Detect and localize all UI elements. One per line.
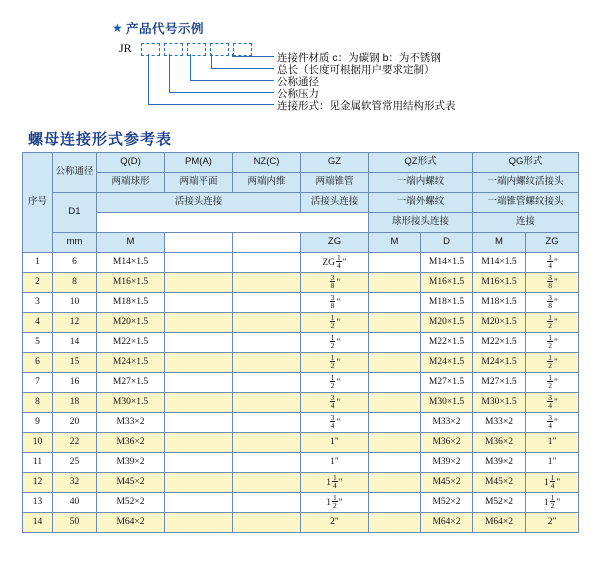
- cell-q: M39×2: [97, 453, 165, 473]
- col-header-qz-code: QZ形式: [369, 153, 473, 173]
- leader-line-v2: [211, 54, 212, 68]
- cell-gz: $\frac{3}{8}$ ": [301, 293, 369, 313]
- code-box-4: [210, 43, 229, 56]
- cell-qz-d: M64×2: [421, 513, 473, 533]
- cell-q: M45×2: [97, 473, 165, 493]
- cell-qz-m: [369, 493, 421, 513]
- cell-qg-m: M14×1.5: [473, 253, 526, 273]
- cell-gz: 1 $\frac{1}{2}$ ": [301, 493, 369, 513]
- cell-nz: [233, 293, 301, 313]
- cell-qz-m: [369, 373, 421, 393]
- cell-nz: [233, 473, 301, 493]
- header-row-codes: [23, 153, 579, 173]
- cell-qg-zg: $\frac{3}{8}$ ": [526, 293, 579, 313]
- cell-qg-zg: 2": [526, 513, 579, 533]
- legend-annotation-type: 连接形式：见金属软管常用结构形式表: [277, 100, 456, 112]
- cell-nz: [233, 393, 301, 413]
- cell-nz: [233, 433, 301, 453]
- table-head: [23, 153, 579, 253]
- cell-qg-zg: $\frac{1}{2}$ ": [526, 353, 579, 373]
- col-sub-qg-m: M: [473, 233, 526, 253]
- cell-qz-d: M30×1.5: [421, 393, 473, 413]
- table-row: [23, 253, 579, 273]
- cell-gz: 2": [301, 513, 369, 533]
- cell-qg-zg: $\frac{3}{8}$ ": [526, 273, 579, 293]
- leader-line-v4: [169, 54, 170, 92]
- cell-seq: 12: [23, 473, 53, 493]
- cell-qz-m: [369, 273, 421, 293]
- cell-qz-m: [369, 293, 421, 313]
- cell-dn: 22: [53, 433, 97, 453]
- table-row: [23, 313, 579, 333]
- table-row: [23, 353, 579, 373]
- cell-pm: [165, 333, 233, 353]
- col-desc-gz: 两端锥管: [301, 173, 369, 193]
- cell-seq: 2: [23, 273, 53, 293]
- cell-qg-m: M18×1.5: [473, 293, 526, 313]
- col-header-q-code: Q(D): [97, 153, 165, 173]
- cell-q: M52×2: [97, 493, 165, 513]
- cell-qg-m: M45×2: [473, 473, 526, 493]
- leader-line-h4: [169, 92, 274, 93]
- cell-pm: [165, 493, 233, 513]
- code-placeholder-boxes: [141, 43, 252, 56]
- cell-qg-m: M16×1.5: [473, 273, 526, 293]
- leader-line-h1: [232, 56, 274, 57]
- header-row-units: [23, 233, 579, 253]
- legend-annotation-material: 连接件材质 c：为碳钢 b：为不锈钢: [277, 52, 441, 64]
- cell-seq: 3: [23, 293, 53, 313]
- cell-gz: $\frac{3}{4}$ ": [301, 413, 369, 433]
- cell-nz: [233, 353, 301, 373]
- code-box-1: [141, 43, 160, 56]
- cell-seq: 5: [23, 333, 53, 353]
- cell-gz: $\frac{3}{8}$ ": [301, 273, 369, 293]
- cell-dn: 32: [53, 473, 97, 493]
- cell-q: M14×1.5: [97, 253, 165, 273]
- cell-qg-m: M33×2: [473, 413, 526, 433]
- cell-q: M30×1.5: [97, 393, 165, 413]
- cell-q: M22×1.5: [97, 333, 165, 353]
- header-row-desc2: [23, 193, 579, 213]
- product-code-example: [0, 0, 600, 120]
- cell-qz-m: [369, 433, 421, 453]
- legend-annotation-pressure: 公称压力: [277, 88, 319, 100]
- header-row-desc3: [23, 213, 579, 233]
- legend-annotation-length: 总长（长度可根据用户要求定制）: [277, 64, 435, 76]
- cell-qz-d: M14×1.5: [421, 253, 473, 273]
- cell-nz: [233, 273, 301, 293]
- cell-qz-d: M52×2: [421, 493, 473, 513]
- cell-dn: 16: [53, 373, 97, 393]
- cell-qz-m: [369, 513, 421, 533]
- cell-q: M16×1.5: [97, 273, 165, 293]
- cell-nz: [233, 513, 301, 533]
- cell-qg-zg: 1 $\frac{1}{2}$ ": [526, 493, 579, 513]
- leader-line-h2: [211, 68, 274, 69]
- cell-dn: 50: [53, 513, 97, 533]
- col-sub-gz: ZG: [301, 233, 369, 253]
- cell-seq: 11: [23, 453, 53, 473]
- table-row: [23, 493, 579, 513]
- cell-nz: [233, 453, 301, 473]
- cell-qz-m: [369, 313, 421, 333]
- cell-qg-m: M36×2: [473, 433, 526, 453]
- col-connect-qz: 球形接头连接: [369, 213, 473, 233]
- cell-nz: [233, 373, 301, 393]
- col-connect-gz: 活接头连接: [301, 193, 369, 213]
- cell-pm: [165, 393, 233, 413]
- cell-seq: 6: [23, 353, 53, 373]
- cell-pm: [165, 253, 233, 273]
- cell-qz-d: M22×1.5: [421, 333, 473, 353]
- cell-qz-d: M27×1.5: [421, 373, 473, 393]
- col-sub-qz-d: D: [421, 233, 473, 253]
- cell-dn: 12: [53, 313, 97, 333]
- cell-q: M64×2: [97, 513, 165, 533]
- table-row: [23, 393, 579, 413]
- cell-gz: $\frac{1}{2}$ ": [301, 373, 369, 393]
- table-row: [23, 453, 579, 473]
- cell-seq: 1: [23, 253, 53, 273]
- col-desc-q: 两端球形: [97, 173, 165, 193]
- cell-qz-d: M16×1.5: [421, 273, 473, 293]
- cell-q: M36×2: [97, 433, 165, 453]
- col-desc-nz: 两端内维: [233, 173, 301, 193]
- cell-pm: [165, 513, 233, 533]
- col-header-dn: 公称通径: [53, 153, 97, 193]
- cell-qg-m: M27×1.5: [473, 373, 526, 393]
- example-title: 产品代号示例: [126, 22, 205, 36]
- cell-gz: ZG $\frac{1}{4}$ ": [301, 253, 369, 273]
- col-header-unit-mm: mm: [53, 233, 97, 253]
- cell-dn: 6: [53, 253, 97, 273]
- col-header-pm-code: PM(A): [165, 153, 233, 173]
- cell-qg-zg: $\frac{1}{2}$ ": [526, 333, 579, 353]
- cell-nz: [233, 253, 301, 273]
- col-header-nz-code: NZ(C): [233, 153, 301, 173]
- cell-dn: 14: [53, 333, 97, 353]
- cell-qz-d: M20×1.5: [421, 313, 473, 333]
- cell-gz: $\frac{1}{2}$ ": [301, 353, 369, 373]
- cell-pm: [165, 453, 233, 473]
- table-row: [23, 333, 579, 353]
- leader-line-v5: [148, 54, 149, 104]
- cell-pm: [165, 313, 233, 333]
- cell-q: M24×1.5: [97, 353, 165, 373]
- cell-nz: [233, 413, 301, 433]
- table-row: [23, 273, 579, 293]
- cell-pm: [165, 473, 233, 493]
- cell-qg-zg: 1 $\frac{1}{4}$ ": [526, 473, 579, 493]
- cell-gz: 1": [301, 453, 369, 473]
- col-header-qg-code: QG形式: [473, 153, 579, 173]
- cell-nz: [233, 493, 301, 513]
- col-desc-qz: 一端内螺纹: [369, 173, 473, 193]
- cell-seq: 14: [23, 513, 53, 533]
- cell-qz-m: [369, 353, 421, 373]
- leader-line-h3: [190, 80, 274, 81]
- col-header-seq: 序号: [23, 153, 53, 253]
- table-body: [23, 253, 579, 533]
- cell-gz: $\frac{1}{2}$ ": [301, 313, 369, 333]
- cell-qg-m: M52×2: [473, 493, 526, 513]
- cell-qz-d: M18×1.5: [421, 293, 473, 313]
- cell-qg-m: M64×2: [473, 513, 526, 533]
- legend-annotation-dn: 公称通径: [277, 76, 319, 88]
- table-row: [23, 473, 579, 493]
- code-prefix: JR: [119, 41, 132, 55]
- cell-qz-m: [369, 393, 421, 413]
- cell-qz-m: [369, 333, 421, 353]
- code-box-2: [164, 43, 183, 56]
- table-row: [23, 373, 579, 393]
- cell-qz-m: [369, 453, 421, 473]
- page-title: 螺母连接形式参考表: [28, 131, 173, 148]
- col-blank-spacer: [97, 213, 369, 233]
- cell-qz-d: M45×2: [421, 473, 473, 493]
- cell-qg-zg: $\frac{3}{4}$ ": [526, 393, 579, 413]
- cell-dn: 40: [53, 493, 97, 513]
- col-sub-qg-zg: ZG: [526, 233, 579, 253]
- col-sub-pm: [165, 233, 233, 253]
- col-connect-qg: 连接: [473, 213, 579, 233]
- nut-connection-table: [22, 152, 579, 533]
- cell-pm: [165, 413, 233, 433]
- header-row-desc1: [23, 173, 579, 193]
- col-sub-q: M: [97, 233, 165, 253]
- leader-line-v3: [190, 54, 191, 80]
- cell-q: M33×2: [97, 413, 165, 433]
- cell-nz: [233, 333, 301, 353]
- cell-qg-zg: $\frac{3}{4}$ ": [526, 413, 579, 433]
- cell-gz: $\frac{1}{2}$ ": [301, 333, 369, 353]
- table-row: [23, 413, 579, 433]
- cell-qz-d: M24×1.5: [421, 353, 473, 373]
- cell-seq: 4: [23, 313, 53, 333]
- cell-qg-m: M24×1.5: [473, 353, 526, 373]
- cell-nz: [233, 313, 301, 333]
- cell-qg-m: M20×1.5: [473, 313, 526, 333]
- cell-dn: 20: [53, 413, 97, 433]
- cell-gz: $\frac{3}{4}$ ": [301, 393, 369, 413]
- cell-dn: 10: [53, 293, 97, 313]
- col-sub-qz-m: M: [369, 233, 421, 253]
- col-header-gz-code: GZ: [301, 153, 369, 173]
- cell-qg-zg: $\frac{1}{2}$ ": [526, 373, 579, 393]
- cell-pm: [165, 273, 233, 293]
- table-row: [23, 513, 579, 533]
- cell-q: M20×1.5: [97, 313, 165, 333]
- cell-pm: [165, 353, 233, 373]
- cell-pm: [165, 433, 233, 453]
- cell-qg-m: M22×1.5: [473, 333, 526, 353]
- cell-dn: 8: [53, 273, 97, 293]
- col-desc-qg-2: 一端锥管螺纹接头: [473, 193, 579, 213]
- leader-line-h5: [148, 104, 274, 105]
- cell-seq: 9: [23, 413, 53, 433]
- cell-pm: [165, 293, 233, 313]
- cell-dn: 25: [53, 453, 97, 473]
- cell-qg-zg: 1": [526, 453, 579, 473]
- cell-qz-d: M36×2: [421, 433, 473, 453]
- cell-qz-d: M39×2: [421, 453, 473, 473]
- col-desc-qg: 一端内螺纹活接头: [473, 173, 579, 193]
- cell-qg-zg: $\frac{1}{4}$ ": [526, 253, 579, 273]
- cell-qz-m: [369, 413, 421, 433]
- cell-gz: 1 $\frac{1}{4}$ ": [301, 473, 369, 493]
- cell-qz-d: M33×2: [421, 413, 473, 433]
- cell-seq: 10: [23, 433, 53, 453]
- cell-qg-zg: $\frac{1}{2}$ ": [526, 313, 579, 333]
- table-row: [23, 433, 579, 453]
- col-sub-nz: [233, 233, 301, 253]
- spec-table-container: [22, 152, 578, 533]
- cell-qg-m: M39×2: [473, 453, 526, 473]
- cell-dn: 18: [53, 393, 97, 413]
- cell-seq: 8: [23, 393, 53, 413]
- cell-qg-m: M30×1.5: [473, 393, 526, 413]
- cell-dn: 15: [53, 353, 97, 373]
- cell-q: M18×1.5: [97, 293, 165, 313]
- cell-seq: 13: [23, 493, 53, 513]
- star-icon: ★: [112, 21, 123, 35]
- cell-qz-m: [369, 253, 421, 273]
- cell-q: M27×1.5: [97, 373, 165, 393]
- col-desc-pm: 两端平面: [165, 173, 233, 193]
- code-box-5: [233, 43, 252, 56]
- cell-qz-m: [369, 473, 421, 493]
- table-row: [23, 293, 579, 313]
- cell-gz: 1": [301, 433, 369, 453]
- cell-qg-zg: 1": [526, 433, 579, 453]
- col-connect-q-pm-nz: 活接头连接: [97, 193, 301, 213]
- cell-pm: [165, 373, 233, 393]
- col-header-d1: D1: [53, 193, 97, 233]
- col-desc-qz-2: 一端外螺纹: [369, 193, 473, 213]
- cell-seq: 7: [23, 373, 53, 393]
